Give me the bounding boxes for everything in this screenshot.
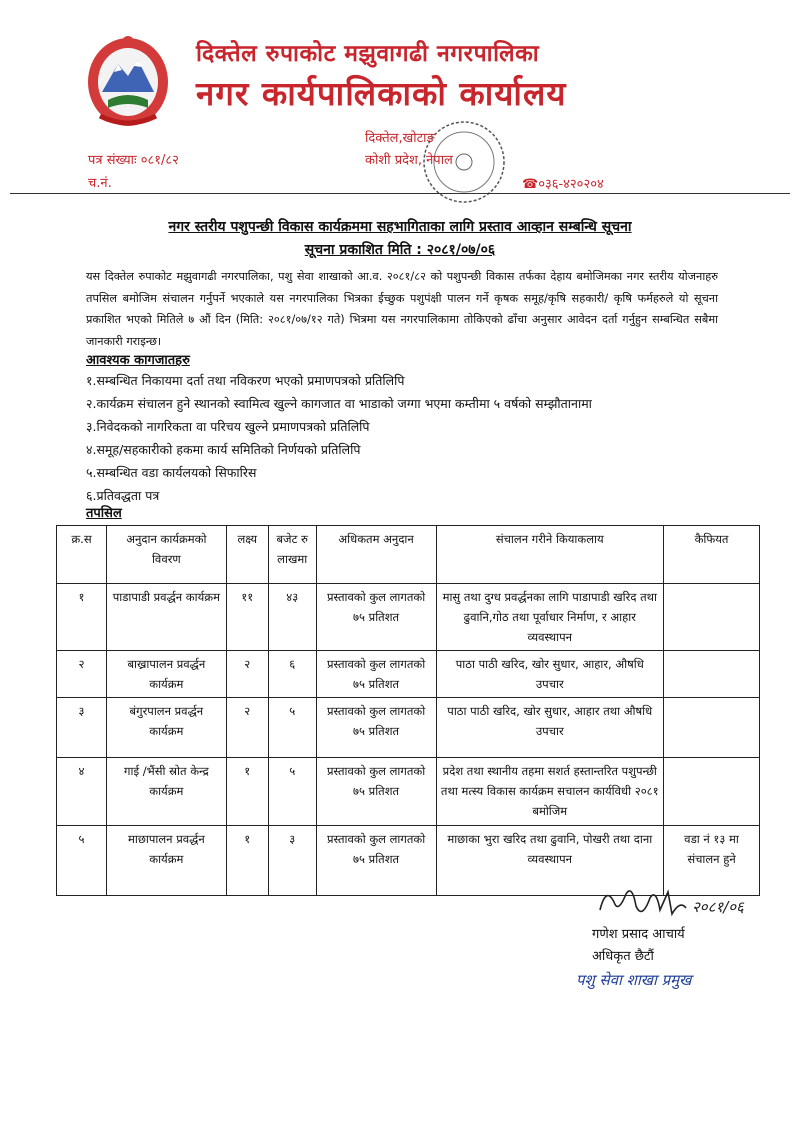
handwritten-signature [596,880,776,928]
schedule-heading: तपसिल [86,506,122,521]
cell-activity: प्रदेश तथा स्थानीय तहमा सशर्त हस्तान्तरित पशुपन्छी तथा मत्स्य विकास कार्यक्रम सचालन कार्यविधी २०८१ बमोजिम [436,758,664,826]
cell-activity: माछाका भुरा खरिद तथा ढुवानि, पोखरी तथा दाना व्यवस्थापन [436,826,664,896]
table-row [57,758,760,826]
table-header-row [57,526,760,584]
address-line-1: दिक्तेल,खोटाङ [365,131,435,146]
notice-title: नगर स्तरीय पशुपन्छी विकास कार्यक्रममा सहभागिताका लागि प्रस्ताव आव्हान सम्बन्धि सूचना [168,219,632,235]
col-header-budget: बजेट रु लाखमा [268,526,316,584]
municipality-name: दिक्तेल रुपाकोट मझुवागढी नगरपालिका [196,41,540,67]
cell-program: बाख्रापालन प्रवर्द्धन कार्यक्रम [106,651,226,698]
cell-remarks [664,584,760,651]
col-header-target: लक्ष्य [226,526,268,584]
col-header-activity: संचालन गरीने कियाकलाय [436,526,664,584]
notice-body: यस दिक्तेल रुपाकोट मझुवागढी नगरपालिका, पशु सेवा शाखाको आ.व. २०८१/८२ को पशुपन्छी विकास तर्फका देहाय बमोजिमका नगर स्तरीय योजनाहरु तपसिल बमोजिम संचालन गर्नुपर्ने भएकाले यस नगरपालिका भित्रका ईच्छुक पशुपंक्षी पालन गर्ने कृषक समूह/कृषि सहकारी/ कृषि फर्महरुले यो सूचना प्रकाशित भएको मितिले ७ औं दिन (मिति: २०८१/०७/१२ गते) भित्रमा यस नगरपालिकामा तोकिएको ढाँचा अनुसार आवेदन दर्ता गर्नुहुन सम्बन्धित सबैमा जानकारी गराइन्छ। [86,270,718,348]
cell-remarks [664,698,760,758]
cell-sn: ४ [57,758,107,826]
cell-grant: प्रस्तावको कुल लागतको ७५ प्रतिशत [316,584,436,651]
published-date: सूचना प्रकाशित मिति : २०८१/०७/०६ [304,242,496,258]
col-header-remarks: कैफियत [664,526,760,584]
doc-item: १.सम्बन्धित निकायमा दर्ता तथा नविकरण भएको प्रमाणपत्रको प्रतिलिपि [86,373,405,388]
cell-sn: ५ [57,826,107,896]
header-divider [10,193,790,194]
table-row [57,651,760,698]
cell-program: माछापालन प्रवर्द्धन कार्यक्रम [106,826,226,896]
cell-program: बंगुरपालन प्रवर्द्धन कार्यक्रम [106,698,226,758]
cell-remarks: वडा नं १३ मा संचालन हुने [664,826,760,896]
cell-activity: मासु तथा दुग्ध प्रवर्द्धनका लागि पाडापाडी खरिद तथा ढुवानि,गोठ तथा पूर्वाधार निर्माण, र आहार व्यवस्थापन [436,584,664,651]
col-header-sn: क्र.स [57,526,107,584]
doc-item: ४.समूह/सहकारीको हकमा कार्य समितिको निर्णयको प्रतिलिपि [86,442,361,457]
signatory-name: गणेश प्रसाद आचार्य [592,927,685,942]
cell-budget: ५ [268,758,316,826]
table-row [57,584,760,651]
cell-grant: प्रस्तावको कुल लागतको ७५ प्रतिशत [316,651,436,698]
doc-item: ५.सम्बन्धित वडा कार्यलयको सिफारिस [86,465,257,480]
cell-activity: पाठा पाठी खरिद, खोर सुधार, आहार, औषधि उपचार [436,651,664,698]
cell-budget: ३ [268,826,316,896]
dispatch-number: च.नं. [88,176,112,191]
cell-grant: प्रस्तावको कुल लागतको ७५ प्रतिशत [316,698,436,758]
cell-target: २ [226,651,268,698]
cell-budget: ६ [268,651,316,698]
cell-activity: पाठा पाठी खरिद, खोर सुधार, आहार तथा औषधि उपचार [436,698,664,758]
section-head-stamp: पशु सेवा शाखा प्रमुख [576,971,692,989]
col-header-program: अनुदान कार्यक्रमको विवरण [106,526,226,584]
phone-number: ☎०३६-४२०२०४ [522,177,604,192]
cell-target: १ [226,758,268,826]
cell-sn: ३ [57,698,107,758]
doc-item: ३.निवेदकको नागरिकता वा परिचय खुल्ने प्रमाणपत्रको प्रतिलिपि [86,419,370,434]
doc-item: ६.प्रतिवद्धता पत्र [86,488,160,503]
doc-item: २.कार्यक्रम संचालन हुने स्थानको स्वामित्व खुल्ने कागजात वा भाडाको जग्गा भएमा कम्तीमा ५ वर्षको सम्झौतानामा [86,396,592,411]
address-line-2: कोशी प्रदेश, नेपाल [365,153,453,168]
cell-target: २ [226,698,268,758]
cell-program: पाडापाडी प्रवर्द्धन कार्यक्रम [106,584,226,651]
nepal-emblem-icon [82,30,174,130]
cell-sn: १ [57,584,107,651]
svg-text:२०८१/०६: २०८१/०६ [692,898,744,916]
cell-remarks [664,758,760,826]
cell-budget: ५ [268,698,316,758]
cell-target: ११ [226,584,268,651]
required-docs-heading: आवश्यक कागजातहरु [86,353,190,368]
reference-number: पत्र संख्याः ०८१/८२ [88,153,179,168]
cell-remarks [664,651,760,698]
cell-budget: ४३ [268,584,316,651]
signatory-designation: अधिकृत छैटौं [592,949,654,964]
cell-grant: प्रस्तावको कुल लागतको ७५ प्रतिशत [316,826,436,896]
cell-sn: २ [57,651,107,698]
cell-target: १ [226,826,268,896]
program-table [56,525,760,896]
cell-grant: प्रस्तावको कुल लागतको ७५ प्रतिशत [316,758,436,826]
col-header-grant: अधिकतम अनुदान [316,526,436,584]
table-row [57,698,760,758]
office-name: नगर कार्यपालिकाको कार्यालय [196,74,567,113]
cell-program: गाई /भैंसी स्रोत केन्द्र कार्यक्रम [106,758,226,826]
